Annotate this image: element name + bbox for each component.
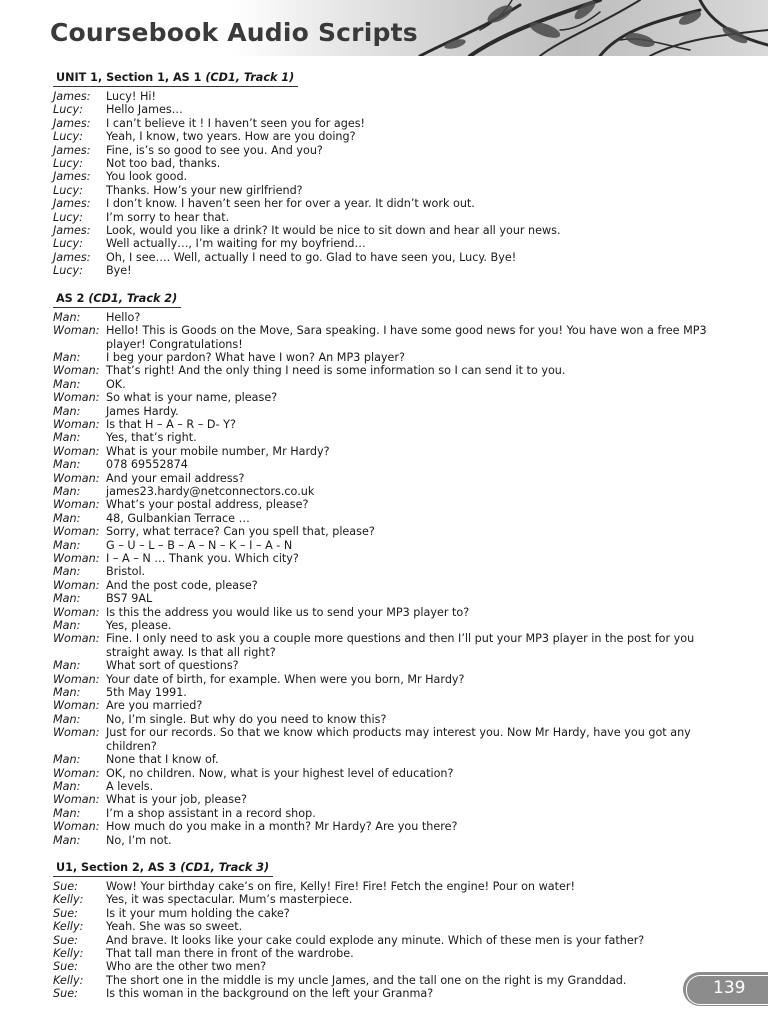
speaker-name: Woman: (53, 632, 100, 646)
page-title: Coursebook Audio Scripts (50, 18, 418, 47)
dialogue-text: I – A – N … Thank you. Which city? (106, 552, 299, 565)
dialogue-text: Well actually…, I’m waiting for my boyfriend… (106, 237, 366, 251)
section-heading (53, 291, 181, 308)
speaker-name: Lucy: (53, 183, 83, 197)
dialogue-text: Oh, I see…. Well, actually I need to go. Glad to have seen you, Lucy. Bye! (106, 250, 517, 264)
section-heading-text: AS 2 (56, 291, 85, 305)
speaker-name: James: (53, 170, 91, 184)
speaker-name: Woman: (53, 498, 100, 512)
dialogue-text: Is this woman in the background on the left your Granma? (106, 987, 434, 1001)
speaker-name: Woman: (53, 793, 100, 807)
speaker-name: Man: (53, 484, 81, 498)
dialogue-text: Hello! This is Goods on the Move, Sara speaking. I have some good news for you! You have won a free MP3 player! Congratulations! (106, 324, 707, 351)
speaker-name: Sue: (53, 960, 78, 974)
dialogue-line (53, 525, 713, 538)
dialogue-line (53, 659, 713, 672)
dialogue-text: 078 69552874 (106, 458, 188, 472)
dialogue-line (53, 197, 713, 210)
dialogue-text: OK, no children. Now, what is your highest level of education? (106, 766, 454, 780)
dialogue-line (53, 458, 713, 471)
header-banner (0, 0, 768, 56)
dialogue-line (53, 472, 713, 485)
section-track: (CD1, Track 3) (180, 860, 270, 874)
dialogue-line (53, 391, 713, 404)
speaker-name: Man: (53, 511, 81, 525)
speaker-name: Woman: (53, 525, 100, 539)
dialogue-line (53, 820, 713, 833)
dialogue-text: Who are the other two men? (106, 960, 267, 974)
dialogue-text: That’s right! And the only thing I need is some information so I can send it to you. (106, 364, 566, 378)
dialogue-text: What’s your postal address, please? (106, 498, 309, 512)
dialogue-text: BS7 9AL (106, 592, 153, 606)
dialogue-text: Sorry, what terrace? Can you spell that, please? (106, 525, 375, 539)
dialogue-line (53, 767, 713, 780)
dialogue-text: Fine. I only need to ask you a couple more questions and then I’ll put your MP3 player in the post for you straight away. Is that all right? (106, 632, 695, 659)
speaker-name: Kelly: (53, 973, 84, 987)
speaker-name: Lucy: (53, 157, 83, 171)
speaker-name: Sue: (53, 933, 78, 947)
speaker-name: Woman: (53, 417, 100, 431)
dialogue-text: Fine, is’s so good to see you. And you? (106, 143, 323, 157)
dialogue-text: I’m sorry to hear that. (106, 210, 230, 224)
dialogue-text: I don’t know. I haven’t seen her for over a year. It didn’t work out. (106, 197, 475, 211)
speaker-name: Man: (53, 458, 81, 472)
dialogue-line (53, 579, 713, 592)
dialogue-line (53, 311, 713, 324)
dialogue-text: What is your job, please? (106, 793, 247, 807)
dialogue-text: Bristol. (106, 565, 146, 579)
section-heading-text: U1, Section 2, AS 3 (56, 860, 177, 874)
speaker-name: Man: (53, 833, 81, 847)
script-section (53, 856, 713, 1001)
dialogue-text: Yeah, I know, two years. How are you doing? (106, 130, 356, 144)
speaker-name: Lucy: (53, 237, 83, 251)
dialogue-line (53, 498, 713, 511)
dialogue-text: And your email address? (106, 471, 245, 485)
dialogue-line (53, 431, 713, 444)
dialogue-text: I can’t believe it ! I haven’t seen you for ages! (106, 116, 366, 130)
section-gap (53, 847, 713, 856)
dialogue-text: Yes, that’s right. (106, 431, 197, 445)
speaker-name: Man: (53, 806, 81, 820)
speaker-name: James: (53, 224, 91, 238)
dialogue-line (53, 987, 713, 1000)
dialogue-line (53, 130, 713, 143)
dialogue-text: And brave. It looks like your cake could explode any minute. Which of these men is your father? (106, 933, 645, 947)
dialogue-line (53, 264, 713, 277)
speaker-name: Woman: (53, 726, 100, 740)
dialogue-text: Are you married? (106, 699, 203, 713)
dialogue-line (53, 117, 713, 130)
dialogue-line (53, 807, 713, 820)
speaker-name: James: (53, 250, 91, 264)
speaker-name: Lucy: (53, 210, 83, 224)
dialogue-line (53, 445, 713, 458)
speaker-name: Woman: (53, 471, 100, 485)
dialogue-text: What is your mobile number, Mr Hardy? (106, 444, 330, 458)
speaker-name: Woman: (53, 552, 100, 565)
dialogue-text: And the post code, please? (106, 578, 258, 592)
speaker-name: Woman: (53, 391, 100, 405)
speaker-name: Woman: (53, 605, 100, 619)
section-track: (CD1, Track 1) (205, 71, 295, 84)
dialogue-line (53, 592, 713, 605)
dialogue-text: No, I’m not. (106, 833, 172, 847)
dialogue-line (53, 934, 713, 947)
speaker-name: Woman: (53, 766, 100, 780)
dialogue-text: Thanks. How’s your new girlfriend? (106, 183, 303, 197)
audio-scripts-content (53, 66, 713, 1001)
dialogue-line (53, 418, 713, 431)
speaker-name: Man: (53, 350, 81, 364)
dialogue-line (53, 170, 713, 183)
dialogue-text: A levels. (106, 779, 154, 793)
script-section (53, 287, 713, 847)
dialogue-text: Yeah. She was so sweet. (106, 920, 243, 934)
dialogue-text: Is it your mum holding the cake? (106, 906, 290, 920)
dialogue-text: Bye! (106, 264, 132, 278)
dialogue-text: 48, Gulbankian Terrace … (106, 511, 250, 525)
speaker-name: Sue: (53, 906, 78, 920)
speaker-name: Man: (53, 565, 81, 579)
dialogue-text: You look good. (106, 170, 188, 184)
dialogue-line (53, 324, 713, 351)
dialogue-text: Your date of birth, for example. When were you born, Mr Hardy? (106, 672, 465, 686)
speaker-name: Man: (53, 377, 81, 391)
dialogue-text: Yes, please. (106, 619, 172, 633)
dialogue-line (53, 907, 713, 920)
speaker-name: Woman: (53, 364, 100, 378)
dialogue-text: Not too bad, thanks. (106, 157, 221, 171)
dialogue-line (53, 834, 713, 847)
speaker-name: Man: (53, 779, 81, 793)
dialogue-line (53, 552, 713, 565)
dialogue-line (53, 699, 713, 712)
dialogue-text: Yes, it was spectacular. Mum’s masterpiece. (106, 893, 353, 907)
speaker-name: Kelly: (53, 946, 84, 960)
dialogue-line (53, 364, 713, 377)
dialogue-text: Lucy! Hi! (106, 90, 156, 103)
speaker-name: Woman: (53, 324, 100, 338)
dialogue-line (53, 224, 713, 237)
speaker-name: Lucy: (53, 103, 83, 117)
speaker-name: Woman: (53, 699, 100, 713)
section-heading-text: UNIT 1, Section 1, AS 1 (56, 71, 202, 84)
speaker-name: Lucy: (53, 264, 83, 278)
dialogue-line (53, 184, 713, 197)
dialogue-text: OK. (106, 377, 126, 391)
dialogue-line (53, 512, 713, 525)
speaker-name: Woman: (53, 820, 100, 834)
dialogue-line (53, 606, 713, 619)
speaker-name: Woman: (53, 444, 100, 458)
dialogue-line (53, 619, 713, 632)
speaker-name: Man: (53, 431, 81, 445)
dialogue-text: None that I know of. (106, 753, 219, 767)
dialogue-line (53, 780, 713, 793)
dialogue-text: James Hardy. (106, 404, 179, 418)
dialogue-line (53, 726, 713, 753)
speaker-name: James: (53, 197, 91, 211)
dialogue-line (53, 753, 713, 766)
section-heading (53, 70, 298, 87)
dialogue-line (53, 485, 713, 498)
dialogue-text: So what is your name, please? (106, 391, 278, 405)
speaker-name: James: (53, 116, 91, 130)
dialogue-text: Look, would you like a drink? It would be nice to sit down and hear all your news. (106, 224, 561, 238)
dialogue-line (53, 974, 713, 987)
speaker-name: James: (53, 143, 91, 157)
dialogue-text: james23.hardy@netconnectors.co.uk (106, 484, 315, 498)
dialogue-line (53, 947, 713, 960)
speaker-name: Sue: (53, 987, 78, 1001)
dialogue-line (53, 103, 713, 116)
dialogue-text: Hello James… (106, 103, 183, 117)
section-track: (CD1, Track 2) (88, 291, 178, 305)
dialogue-text: Hello? (106, 310, 141, 324)
speaker-name: Man: (53, 686, 81, 700)
speaker-name: Kelly: (53, 893, 84, 907)
dialogue-line (53, 793, 713, 806)
dialogue-line (53, 686, 713, 699)
dialogue-text: G – U – L – B – A – N – K – I – A - N (106, 538, 293, 552)
speaker-name: Man: (53, 753, 81, 767)
dialogue-line (53, 251, 713, 264)
dialogue-text: What sort of questions? (106, 659, 239, 673)
dialogue-line (53, 211, 713, 224)
dialogue-line (53, 920, 713, 933)
dialogue-text: Wow! Your birthday cake’s on fire, Kelly! Fire! Fire! Fetch the engine! Pour on water! (106, 879, 575, 893)
speaker-name: Woman: (53, 578, 100, 592)
dialogue-line (53, 893, 713, 906)
dialogue-line (53, 405, 713, 418)
dialogue-text: How much do you make in a month? Mr Hardy? Are you there? (106, 820, 458, 834)
section-gap (53, 278, 713, 287)
speaker-name: Man: (53, 659, 81, 673)
dialogue-line (53, 880, 713, 893)
speaker-name: Sue: (53, 879, 78, 893)
dialogue-text: Is that H – A – R – D- Y? (106, 417, 236, 431)
speaker-name: Man: (53, 538, 81, 552)
speaker-name: Man: (53, 592, 81, 606)
dialogue-text: Just for our records. So that we know which products may interest you. Now Mr Hardy, have you got any children? (106, 726, 691, 753)
dialogue-text: That tall man there in front of the wardrobe. (106, 946, 354, 960)
dialogue-text: I beg your pardon? What have I won? An MP3 player? (106, 350, 405, 364)
dialogue-line (53, 378, 713, 391)
dialogue-line (53, 144, 713, 157)
dialogue-text: No, I’m single. But why do you need to know this? (106, 712, 387, 726)
speaker-name: Lucy: (53, 130, 83, 144)
dialogue-text: I’m a shop assistant in a record shop. (106, 806, 316, 820)
dialogue-line (53, 960, 713, 973)
dialogue-line (53, 673, 713, 686)
dialogue-text: Is this the address you would like us to send your MP3 player to? (106, 605, 470, 619)
dialogue-line (53, 632, 713, 659)
dialogue-text: The short one in the middle is my uncle James, and the tall one on the right is my Granddad. (106, 973, 627, 987)
speaker-name: Kelly: (53, 920, 84, 934)
dialogue-line (53, 237, 713, 250)
speaker-name: Man: (53, 404, 81, 418)
speaker-name: James: (53, 90, 91, 103)
dialogue-line (53, 539, 713, 552)
page-number: 139 (713, 978, 746, 998)
dialogue-line (53, 351, 713, 364)
speaker-name: Man: (53, 310, 81, 324)
speaker-name: Man: (53, 619, 81, 633)
script-section (53, 66, 713, 278)
section-heading (53, 860, 273, 877)
dialogue-line (53, 90, 713, 103)
dialogue-line (53, 565, 713, 578)
speaker-name: Woman: (53, 672, 100, 686)
dialogue-line (53, 713, 713, 726)
speaker-name: Man: (53, 712, 81, 726)
dialogue-line (53, 157, 713, 170)
dialogue-text: 5th May 1991. (106, 686, 187, 700)
